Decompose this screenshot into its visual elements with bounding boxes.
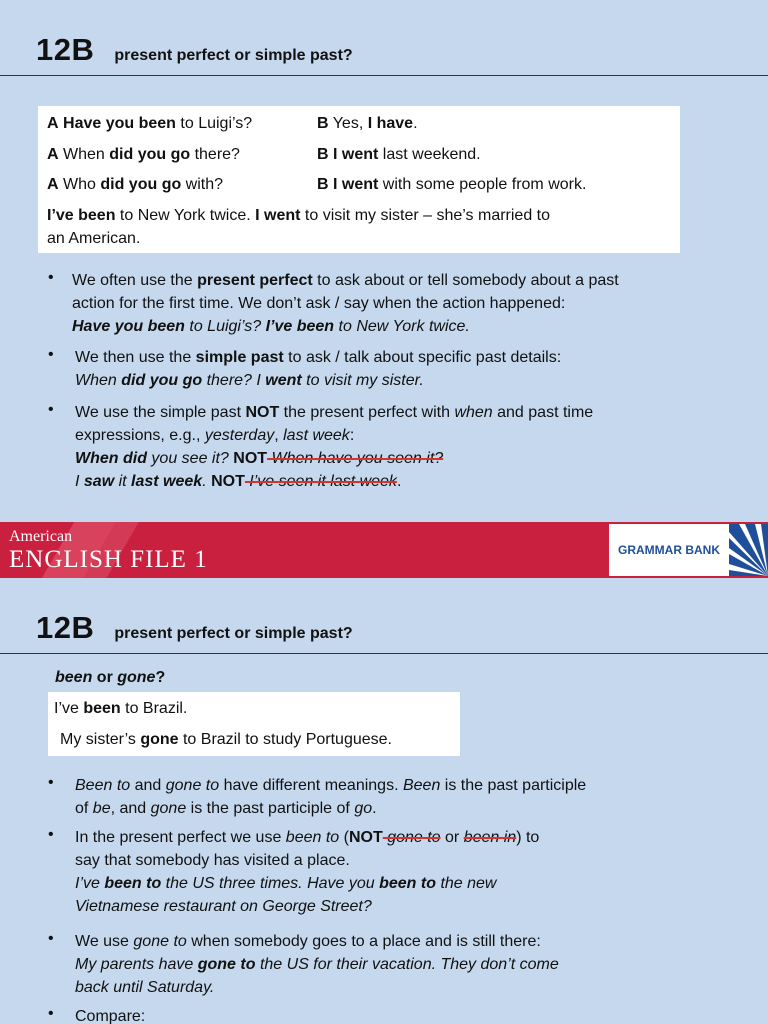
section2-rule [0,653,768,654]
section2-bullet-2: In the present perfect we use been to (NOT gone to or been in) to say that somebody has visited a place. I’ve been to the US three times. Have you been to the new Vietnamese restaurant on George Street? [75,829,540,915]
example-row-4-l2: an American. [47,230,141,247]
section2-heading [36,610,353,646]
example-row-2-b: B I went last weekend. [317,146,481,163]
english-file-banner [0,522,768,578]
example-row-2-a: A When did you go there? [47,146,240,163]
example-row-3-a: A Who did you go with? [47,176,224,193]
section2-bullet-3: We use gone to when somebody goes to a place and is still there: My parents have gone to the US for their vacation. They don’t come back until Saturday. [75,933,559,996]
banner-american: American [9,528,73,545]
bullet-dot: • [48,1005,54,1022]
section1-bullet-3: We use the simple past NOT the present perfect with when and past time expressions, e.g., yesterday, last week: When did you see it? NOT When have you seen it? I saw it last week. NOT I’ve seen it last week. [75,404,594,490]
bullet-dot: • [48,826,54,843]
bullet-dot: • [48,774,54,791]
gone-example: My sister’s gone to Brazil to study Portuguese. [60,731,392,748]
example-row-3-b: B I went with some people from work. [317,176,587,193]
section1-heading [36,32,353,68]
been-or-gone-subheading: been or gone? [55,669,166,686]
section2-number: 12B [36,610,95,645]
bullet-dot: • [48,401,54,418]
section1-example-box [38,106,680,253]
sunburst-icon [729,524,768,576]
section1-bullet-1: We often use the present perfect to ask about or tell somebody about a past action for the first time. We don’t ask / say when the action happened: Have you been to Luigi’s? I’ve been to New York twice. [72,272,619,335]
example-row-1-a: A Have you been to Luigi’s? [47,115,253,132]
section2-bullet-4: Compare: [75,1008,146,1024]
grammar-bank-badge: GRAMMAR BANK [609,524,729,576]
section1-title: present perfect or simple past? [114,47,353,64]
section2-example-box [48,692,460,756]
banner-title: ENGLISH FILE 1 [9,546,208,573]
bullet-dot: • [48,269,54,286]
example-row-4-l1: I’ve been to New York twice. I went to visit my sister – she’s married to [47,207,551,224]
section1-bullet-2: We then use the simple past to ask / talk about specific past details: When did you go there? I went to visit my sister. [75,349,562,389]
section2-title: present perfect or simple past? [114,625,353,642]
been-example: I’ve been to Brazil. [54,700,188,717]
section2-bullet-1: Been to and gone to have different meanings. Been is the past participle of be, and gone is the past participle of go. [75,777,587,817]
bullet-dot: • [48,346,54,363]
bullet-dot: • [48,930,54,947]
section1-rule [0,75,768,76]
example-row-1-b: B Yes, I have. [317,115,418,132]
section1-number: 12B [36,32,95,67]
